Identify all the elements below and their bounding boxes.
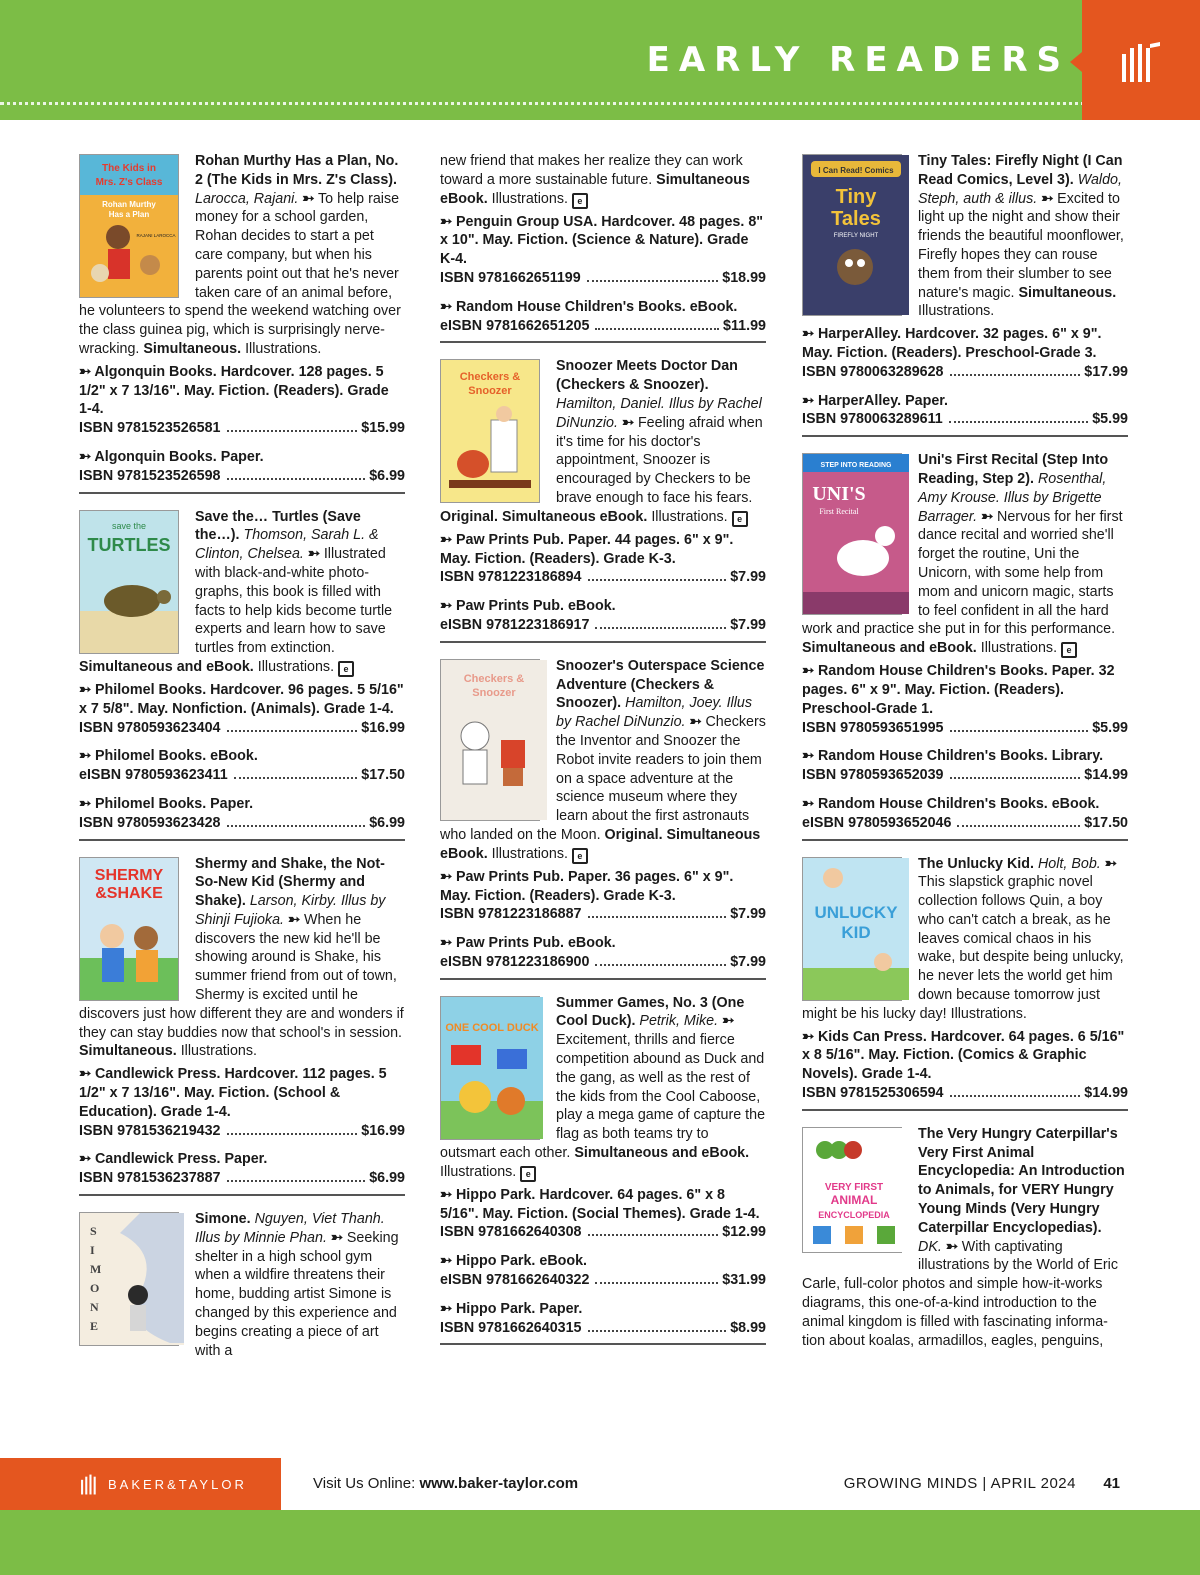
arrow-icon: ➳ (440, 298, 456, 315)
book-title: Uni's First Recital (Step Into Reading, Step 2). (918, 452, 1109, 487)
arrow-icon: ➳ (440, 868, 456, 885)
website-link[interactable]: www.baker-taylor.com (419, 1475, 579, 1492)
book-description-continued: new friend that makes her realize they can work toward a more sustainable future. (440, 153, 743, 188)
price: $17.50 (361, 767, 405, 784)
cover-text: The Kids in (102, 163, 156, 174)
header-dotted-rule (0, 102, 1200, 105)
isbn-line (440, 1223, 766, 1242)
arrow-icon: ➳ (802, 748, 818, 765)
arrow-icon: ➳ (440, 1300, 456, 1317)
book-description: When he discovers the new kid he'll be showing around is Shake, his summer friend from out of town, Shermy is excited until he discovers just how different they are and wonders if they can stay buddies now that school's in session. (79, 911, 404, 1041)
book-description: Excited to light up the night and show their friends the beautiful moonflower, Firefly hopes they can rouse them from their slumber to see nature's magic. (918, 190, 1124, 301)
arrow-icon: ➳ (79, 363, 95, 380)
book-extra: Illustrations. (245, 340, 322, 357)
arrow-icon: ➳ (440, 213, 456, 230)
book-description: This slapstick graphic novel collection follows Quin, a boy who can't catch a break, as he leaves comical chaos in his wake, but despite being unlucky, he never lets the world get him down because tomorrow just might be his lucky day! (802, 874, 1124, 1022)
cover-text: Tiny (835, 186, 877, 208)
footer-issue: GROWING MINDS | APRIL 2024 (843, 1475, 1076, 1492)
arrow-icon: ➳ (440, 531, 456, 548)
format-line: ➳ Algonquin Books. Hardcover. 128 pages. 5 1/2" x 7 13/16". May. Fiction. (Readers). Grade 1-4. (79, 363, 389, 418)
book-cover-rohan[interactable] (79, 154, 179, 298)
book-tags: Simultaneous and eBook. (802, 640, 977, 657)
isbn-line (440, 269, 766, 288)
price: $14.99 (1084, 1085, 1128, 1102)
arrow-icon: ➳ (689, 714, 702, 731)
price: $16.99 (361, 719, 405, 736)
book-author: Hamilton, Daniel. Illus by Rachel DiNunzio. (556, 395, 762, 431)
isbn-line (79, 1169, 405, 1188)
baker-taylor-mark-icon (80, 1472, 102, 1496)
book-title: The Unlucky Kid. (918, 855, 1034, 872)
isbn-line (440, 616, 766, 635)
book-author: Thomson, Sarah L. & Clinton, Chelsea. (195, 527, 379, 563)
price: $14.99 (1084, 767, 1128, 784)
cover-text: Snoozer (468, 385, 512, 398)
format-line: ➳ Random House Children's Books. eBook. (440, 298, 738, 315)
book-extra: Illustrations. (918, 303, 995, 320)
cover-text: ANIMAL (830, 1192, 878, 1207)
book-title: The Very Hungry Caterpillar's Very First Animal Encyclopedia: An Introduction to Animals, for VERY Hungry Young Minds (Very Hungry Caterpillar Encyclopedias). (918, 1125, 1125, 1236)
format-line: ➳ Random House Children's Books. Paper. 32 pages. 6" x 9". May. Fiction. (Readers). Preschool-Grade 1. (802, 663, 1115, 717)
arrow-icon: ➳ (440, 935, 456, 952)
book-tags: Simultaneous and eBook. (79, 658, 254, 675)
arrow-icon: ➳ (621, 414, 634, 431)
arrow-icon: ➳ (440, 1186, 456, 1203)
arrow-icon: ➳ (287, 911, 300, 928)
isbn-number: ISBN 9780063289628 (802, 363, 944, 380)
arrow-icon: ➳ (722, 1013, 735, 1030)
arrow-icon: ➳ (802, 392, 818, 409)
isbn-line (79, 419, 405, 438)
book-entry-hungry-caterpillar (802, 1125, 1128, 1357)
book-extra: Illustrations. (180, 1043, 257, 1060)
book-extra: Illustrations. (651, 508, 728, 525)
format-line: ➳ Hippo Park. Hardcover. 64 pages. 6" x 8 5/16". May. Fiction. (Social Themes). Grade 1-4. (440, 1186, 760, 1222)
book-author: Nguyen, Viet Thanh. Illus by Minnie Phan. (195, 1211, 385, 1246)
price: $7.99 (730, 906, 766, 923)
book-entry-snoozer-doctor (440, 357, 766, 642)
column-2 (440, 152, 766, 1359)
isbn-number: ISBN 9781662651199 (440, 269, 581, 286)
arrow-icon: ➳ (1041, 190, 1054, 207)
arrow-icon: ➳ (802, 326, 818, 343)
price: $6.99 (369, 814, 405, 831)
book-entry-summer-games (440, 994, 766, 1346)
section-title: EARLY READERS (646, 40, 1070, 80)
book-extra: Illustrations. (950, 1005, 1027, 1022)
footer-bottom-band (0, 1510, 1200, 1575)
price: $16.99 (361, 1122, 405, 1139)
book-title: Simone. (195, 1211, 251, 1228)
book-title: Shermy and Shake, the Not-So-New Kid (Shermy and Shake). (195, 855, 385, 910)
logo-tab (1082, 0, 1200, 120)
arrow-icon: ➳ (79, 448, 95, 465)
price: $5.99 (1092, 411, 1128, 428)
ebook-icon: e (338, 661, 354, 677)
isbn-line (440, 317, 766, 336)
price: $11.99 (723, 317, 766, 334)
book-description: Illustrated with black-and-white photo-graphs, this book is filled with facts to help kids become turtle experts and learn how to save turtles from extinction. (195, 546, 393, 657)
cover-text: SHERMY (94, 866, 164, 884)
format-line: ➳ Philomel Books. eBook. (79, 748, 258, 765)
cover-text: Mrs. Z's Class (95, 177, 163, 188)
page-number: 41 (1103, 1475, 1120, 1492)
column-1 (79, 152, 405, 1380)
book-cover-turtles[interactable] (79, 510, 179, 654)
isbn-line (440, 1319, 766, 1338)
isbn-number: ISBN 9780593652039 (802, 767, 944, 784)
isbn-number: ISBN 9781536237887 (79, 1170, 221, 1187)
baker-taylor-mark-icon (1120, 40, 1162, 84)
isbn-number: eISBN 9781662640322 (440, 1272, 590, 1289)
cover-text: TURTLES (87, 534, 171, 555)
format-line: ➳ Kids Can Press. Hardcover. 64 pages. 6 5/16" x 8 5/16". May. Fiction. (Comics & Graphic Novels). Grade 1-4. (802, 1028, 1125, 1083)
cover-text: KID (841, 922, 871, 942)
format-line: ➳ Paw Prints Pub. eBook. (440, 598, 616, 615)
ebook-icon: e (520, 1166, 536, 1182)
arrow-icon: ➳ (981, 508, 994, 525)
book-tags: Original. Simultaneous eBook. (440, 826, 761, 862)
arrow-icon: ➳ (945, 1238, 958, 1255)
isbn-number: ISBN 9781662640308 (440, 1224, 582, 1241)
book-tags: Simultaneous. (1018, 284, 1117, 301)
isbn-number: eISBN 9781223186917 (440, 616, 590, 633)
isbn-line (802, 1084, 1128, 1103)
ebook-icon: e (572, 848, 588, 864)
book-cover-simone[interactable] (79, 1212, 179, 1346)
book-tags: Simultaneous eBook. (440, 171, 750, 207)
book-title: Rohan Murthy Has a Plan, No. 2 (The Kids in Mrs. Z's Class). (195, 153, 399, 188)
format-line: ➳ Candlewick Press. Hardcover. 112 pages. 5 1/2" x 7 13/16". May. Fiction. (School & Education). Grade 1-4. (79, 1066, 387, 1120)
price: $18.99 (722, 269, 766, 286)
book-description: To help raise money for a school garden, Rohan decides to start a pet care company, but when his parents point out that he's never taken care of an animal before, he volunteers to spend the weekend watching over the class guinea pig, which is surprisingly nerve-wracking. (79, 190, 401, 357)
book-title: Save the… Turtles (Save the…). (195, 508, 361, 544)
book-author: Larson, Kirby. Illus by Shinji Fujioka. (195, 893, 386, 928)
book-tags: Simultaneous and eBook. (574, 1145, 750, 1162)
isbn-line (802, 410, 1128, 429)
isbn-line (440, 568, 766, 587)
book-title: Snoozer Meets Doctor Dan (Checkers & Snoozer). (556, 358, 738, 394)
cover-text: First Recital (819, 507, 859, 517)
ebook-icon: e (732, 511, 748, 527)
isbn-number: ISBN 9781223186887 (440, 906, 582, 923)
arrow-icon: ➳ (802, 663, 818, 680)
cover-text: VERY FIRST (824, 1181, 884, 1193)
book-author: Waldo, Steph, auth & illus. (918, 171, 1122, 207)
isbn-line (440, 953, 766, 972)
cover-letter: I (90, 1243, 95, 1258)
book-entry-simone (79, 1210, 405, 1366)
price: $12.99 (722, 1224, 766, 1241)
book-extra: Illustrations. (491, 190, 568, 207)
format-line: ➳ Hippo Park. eBook. (440, 1253, 588, 1270)
isbn-number: eISBN 9780593623411 (79, 767, 228, 784)
book-entry-unlucky-kid (802, 855, 1128, 1111)
format-line: ➳ Philomel Books. Hardcover. 96 pages. 5 5/16" x 7 5/8". May. Nonfiction. (Animals). Grade 1-4. (79, 681, 404, 717)
book-entry-rohan (79, 152, 405, 494)
arrow-icon: ➳ (440, 1253, 456, 1270)
format-line: ➳ Paw Prints Pub. Paper. 44 pages. 6" x 9". May. Fiction. (Readers). Grade K-3. (440, 531, 734, 567)
isbn-number: ISBN 9780063289611 (802, 411, 943, 428)
isbn-line (79, 766, 405, 785)
isbn-number: eISBN 9781662651205 (440, 317, 590, 334)
book-extra: Illustrations. (980, 640, 1058, 657)
cover-text: Checkers & (463, 672, 525, 685)
book-description: Excitement, thrills and fierce competition abound as Duck and the gang, as well as the rest of the kids from the Cool Caboose, play a mega game of capture the flag as both teams try to outsmart each other. (440, 1032, 766, 1162)
arrow-icon: ➳ (440, 598, 456, 615)
price: $5.99 (1092, 719, 1128, 736)
price: $7.99 (730, 616, 766, 633)
isbn-number: ISBN 9781536219432 (79, 1122, 221, 1139)
isbn-line (79, 814, 405, 833)
isbn-number: ISBN 9781523526581 (79, 420, 221, 437)
arrow-icon: ➳ (79, 1066, 95, 1083)
book-entry-uni (802, 451, 1128, 840)
book-author: Hamilton, Joey. Illus by Rachel DiNunzio. (556, 695, 752, 731)
cover-text: UNI'S (812, 483, 866, 506)
footer-visit: Visit Us Online: www.baker-taylor.com (313, 1475, 579, 1492)
cover-text: Snoozer (472, 686, 516, 699)
ebook-icon: e (572, 193, 588, 209)
arrow-icon: ➳ (802, 1028, 818, 1045)
price: $15.99 (361, 420, 405, 437)
cover-text: STEP INTO READING (820, 462, 892, 470)
book-author: Holt, Bob. (1037, 855, 1101, 872)
cover-text: RAJANI LAROCCA (136, 233, 176, 238)
cover-letter: E (90, 1319, 99, 1334)
book-title: Snoozer's Outerspace Science Adventure (Checkers & Snoozer). (556, 657, 765, 712)
format-line: ➳ Random House Children's Books. eBook. (802, 795, 1100, 812)
price: $17.99 (1084, 363, 1128, 380)
footer-brand-label: BAKER&TAYLOR (108, 1476, 247, 1492)
book-description: Checkers the Inventor and Snoozer the Robot invite readers to join them on a space adventure at the science museum where they learn about the first astronauts who landed on the Moon. (440, 714, 766, 843)
ebook-icon: e (1061, 642, 1077, 658)
isbn-line (79, 719, 405, 738)
isbn-number: eISBN 9781223186900 (440, 953, 590, 970)
cover-letter: N (90, 1300, 99, 1315)
arrow-icon: ➳ (330, 1229, 343, 1246)
isbn-line (802, 363, 1128, 382)
book-cover-snoozer-space[interactable] (440, 659, 540, 821)
format-line: ➳ Paw Prints Pub. eBook. (440, 935, 616, 952)
cover-letter: O (90, 1281, 100, 1296)
book-tags: Simultaneous. (143, 340, 242, 357)
isbn-number: ISBN 9781523526598 (79, 467, 221, 484)
isbn-number: eISBN 9780593652046 (802, 814, 952, 831)
price: $7.99 (730, 569, 766, 586)
book-entry-simone-continued (440, 152, 766, 343)
book-entry-snoozer-space (440, 657, 766, 980)
format-line: ➳ Hippo Park. Paper. (440, 1300, 583, 1317)
price: $6.99 (369, 1170, 405, 1187)
format-line: ➳ HarperAlley. Hardcover. 32 pages. 6" x 9". May. Fiction. (Readers). Preschool-Grade 3. (802, 326, 1102, 361)
book-tags: Simultaneous. (79, 1043, 177, 1060)
book-author: Larocca, Rajani. (195, 190, 299, 207)
book-cover-shermy[interactable] (79, 857, 179, 1001)
format-line: ➳ Random House Children's Books. Library. (802, 748, 1104, 765)
arrow-icon: ➳ (79, 681, 95, 698)
arrow-icon: ➳ (79, 1151, 95, 1168)
isbn-line (440, 905, 766, 924)
isbn-line (79, 1122, 405, 1141)
arrow-icon: ➳ (802, 795, 818, 812)
book-entry-turtles (79, 508, 405, 841)
isbn-line (802, 719, 1128, 738)
isbn-number: ISBN 9781525306594 (802, 1085, 944, 1102)
isbn-number: ISBN 9781223186894 (440, 569, 582, 586)
isbn-line (802, 766, 1128, 785)
book-description: Nervous for her first dance recital and worried she'll forget the routine, Uni the Unicorn, with some help from mom and unicorn magic, starts to feel confident in all the hard work and practice she put in for this performance. (802, 508, 1123, 638)
format-line: ➳ Algonquin Books. Paper. (79, 448, 264, 465)
arrow-icon: ➳ (307, 546, 320, 563)
arrow-icon: ➳ (79, 795, 95, 812)
cover-text: Tales (831, 208, 881, 230)
isbn-line (802, 814, 1128, 833)
book-author: DK. (918, 1238, 942, 1255)
cover-text: save the (111, 520, 147, 531)
book-description: Seeking shelter in a high school gym when a wildfire threatens their home, budding artist Simone is changed by this experience and begins creating a piece of art with a (195, 1229, 399, 1359)
price: $7.99 (730, 953, 766, 970)
book-title: Tiny Tales: Firefly Night (I Can Read Comics, Level 3). (918, 153, 1123, 188)
cover-text: UNLUCKY (814, 902, 898, 922)
cover-text: I Can Read! Comics (818, 166, 894, 175)
format-line: ➳ Philomel Books. Paper. (79, 795, 254, 812)
isbn-line (440, 1271, 766, 1290)
cover-text: &SHAKE (95, 884, 163, 902)
arrow-icon: ➳ (1104, 855, 1117, 872)
book-cover-hungry-caterpillar[interactable] (802, 1127, 902, 1253)
column-3 (802, 152, 1128, 1370)
price: $31.99 (722, 1272, 766, 1289)
format-line: ➳ HarperAlley. Paper. (802, 392, 949, 409)
price: $6.99 (369, 467, 405, 484)
book-cover-tiny-tales[interactable] (802, 154, 902, 316)
cover-letter: S (90, 1224, 97, 1239)
isbn-number: ISBN 9780593651995 (802, 719, 944, 736)
book-extra: Illustrations. (491, 845, 568, 862)
cover-text: Has a Plan (108, 210, 150, 219)
book-tags: Original. Simultaneous eBook. (440, 508, 648, 525)
book-extra: Illustrations. (257, 658, 335, 675)
cover-text: ENCYCLOPEDIA (818, 1209, 890, 1220)
isbn-number: ISBN 9780593623404 (79, 719, 221, 736)
isbn-number: ISBN 9781662640315 (440, 1319, 582, 1336)
arrow-icon: ➳ (79, 748, 95, 765)
format-line: ➳ Paw Prints Pub. Paper. 36 pages. 6" x 9". May. Fiction. (Readers). Grade K-3. (440, 868, 734, 904)
format-line: ➳ Candlewick Press. Paper. (79, 1151, 268, 1168)
book-description: With captivating illustrations by the World of Eric Carle, full-color photos and simple how-it-works diagrams, this one-of-a-kind introduction to the animal kingdom is filled with fascinating informa-tion about koalas, armadillos, eagles, penguins, (802, 1238, 1118, 1349)
arrow-icon: ➳ (302, 190, 315, 207)
isbn-number: ISBN 9780593623428 (79, 814, 221, 831)
book-entry-tiny-tales (802, 152, 1128, 437)
format-line: ➳ Penguin Group USA. Hardcover. 48 pages. 8" x 10". May. Fiction. (Science & Nature). Grade K-4. (440, 213, 764, 268)
cover-text: Rohan Murthy (102, 200, 156, 209)
footer-brand[interactable] (80, 1472, 247, 1496)
cover-text: FIREFLY NIGHT (833, 233, 879, 239)
book-description: Feeling afraid when it's time for his doctor's appointment, Snoozer is encouraged by Checkers to be brave enough to face his fears. (556, 414, 763, 506)
isbn-line (79, 467, 405, 486)
book-entry-shermy (79, 855, 405, 1197)
book-cover-uni[interactable] (802, 453, 902, 615)
book-author: Rosenthal, Amy Krouse. Illus by Brigette Barrager. (918, 470, 1107, 525)
cover-text: Checkers & (459, 371, 521, 384)
book-extra: Illustrations. (440, 1163, 517, 1180)
book-cover-summer-games[interactable] (440, 996, 540, 1140)
price: $8.99 (730, 1319, 766, 1336)
cover-letter: M (90, 1262, 102, 1277)
book-cover-snoozer-doctor[interactable] (440, 359, 540, 503)
price: $17.50 (1084, 814, 1128, 831)
cover-text: ONE COOL DUCK (445, 1021, 539, 1034)
book-cover-unlucky-kid[interactable] (802, 857, 902, 1001)
book-title: Summer Games, No. 3 (One Cool Duck). (556, 994, 745, 1030)
book-author: Petrik, Mike. (639, 1013, 719, 1030)
